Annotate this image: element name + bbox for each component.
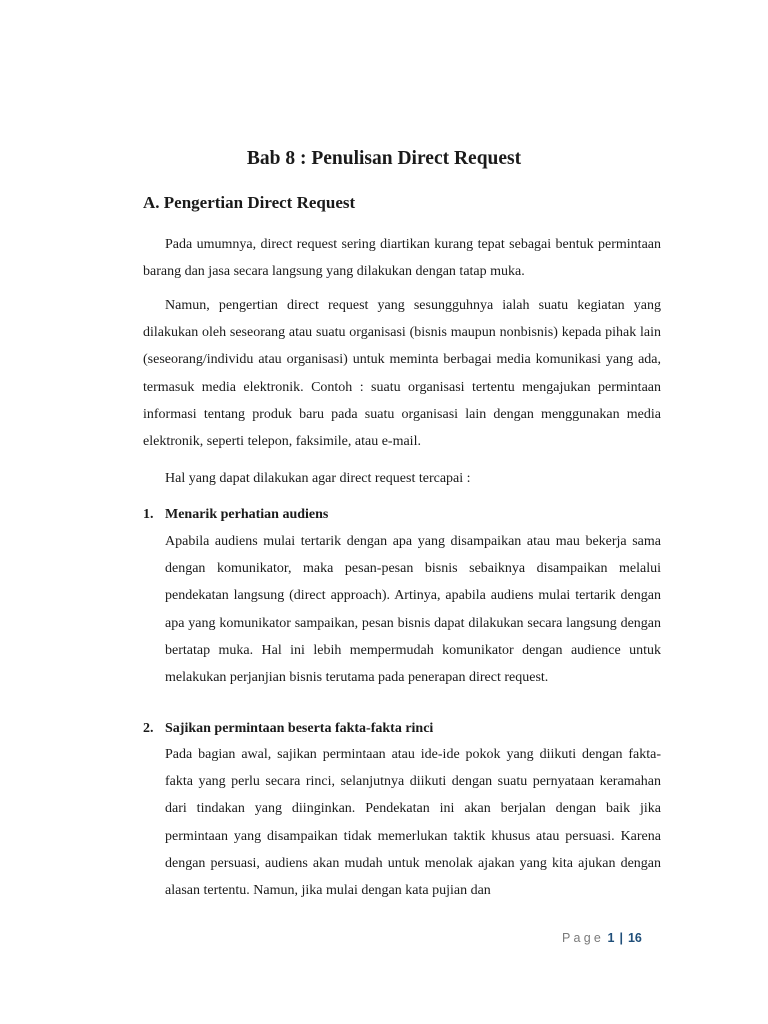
list-item-1-title: Menarik perhatian audiens xyxy=(165,507,329,522)
footer-total-pages: 16 xyxy=(627,931,642,945)
paragraph-3: Hal yang dapat dilakukan agar direct request tercapai : xyxy=(165,471,471,486)
footer-page-word: Page xyxy=(562,931,604,945)
list-item-2-heading xyxy=(143,717,433,741)
list-item-1-heading xyxy=(143,503,328,527)
page-footer xyxy=(562,929,642,947)
chapter-title: Bab 8 : Penulisan Direct Request xyxy=(246,148,522,169)
paragraph-1: Pada umumnya, direct request sering diartikan kurang tepat sebagai bentuk permintaan barang dan jasa secara langsung yang dilakukan dengan tatap muka. xyxy=(143,237,661,280)
list-item-1-number: 1. xyxy=(143,507,154,522)
footer-separator: | xyxy=(619,931,623,945)
footer-page-number: 1 xyxy=(607,931,615,945)
paragraph-2: Namun, pengertian direct request yang sesungguhnya ialah suatu kegiatan yang dilakukan oleh seseorang atau suatu organisasi (bisnis maupun nonbisnis) kepada pihak lain (seseorang/individu atau organisasi) untuk meminta berbagai media komunikasi yang ada, termasuk media elektronik. Contoh : suatu organisasi tertentu mengajukan permintaan informasi tentang produk baru pada suatu organisasi lain dengan menggunakan media elektronik, seperti telepon, faksimile, atau e-mail. xyxy=(143,298,661,450)
list-item-1-body: Apabila audiens mulai tertarik dengan apa yang disampaikan atau mau bekerja sama dengan komunikator, maka pesan-pesan bisnis sebaiknya disampaikan melalui pendekatan langsung (direct approach). Artinya, apabila audiens mulai tertarik dengan apa yang komunikator sampaikan, pesan bisnis dapat dilakukan secara langsung dengan bertatap muka. Hal ini lebih mempermudah komunikator dengan audience untuk melakukan perjanjian bisnis terutama pada penerapan direct request. xyxy=(165,534,661,686)
section-heading: A. Pengertian Direct Request xyxy=(143,193,356,212)
list-item-2-body: Pada bagian awal, sajikan permintaan atau ide-ide pokok yang diikuti dengan fakta-fakta yang perlu secara rinci, selanjutnya diikuti dengan suatu pernyataan keramahan dari tindakan yang diinginkan. Pendekatan ini akan berjalan dengan baik jika permintaan yang disampaikan tidak memerlukan taktik khusus atau persuasi. Karena dengan persuasi, audiens akan mudah untuk menolak ajakan yang kita ajukan dengan alasan tertentu. Namun, jika mulai dengan kata pujian dan xyxy=(165,747,661,899)
list-item-2-title: Sajikan permintaan beserta fakta-fakta rinci xyxy=(165,721,434,736)
list-item-2-number: 2. xyxy=(143,721,154,736)
